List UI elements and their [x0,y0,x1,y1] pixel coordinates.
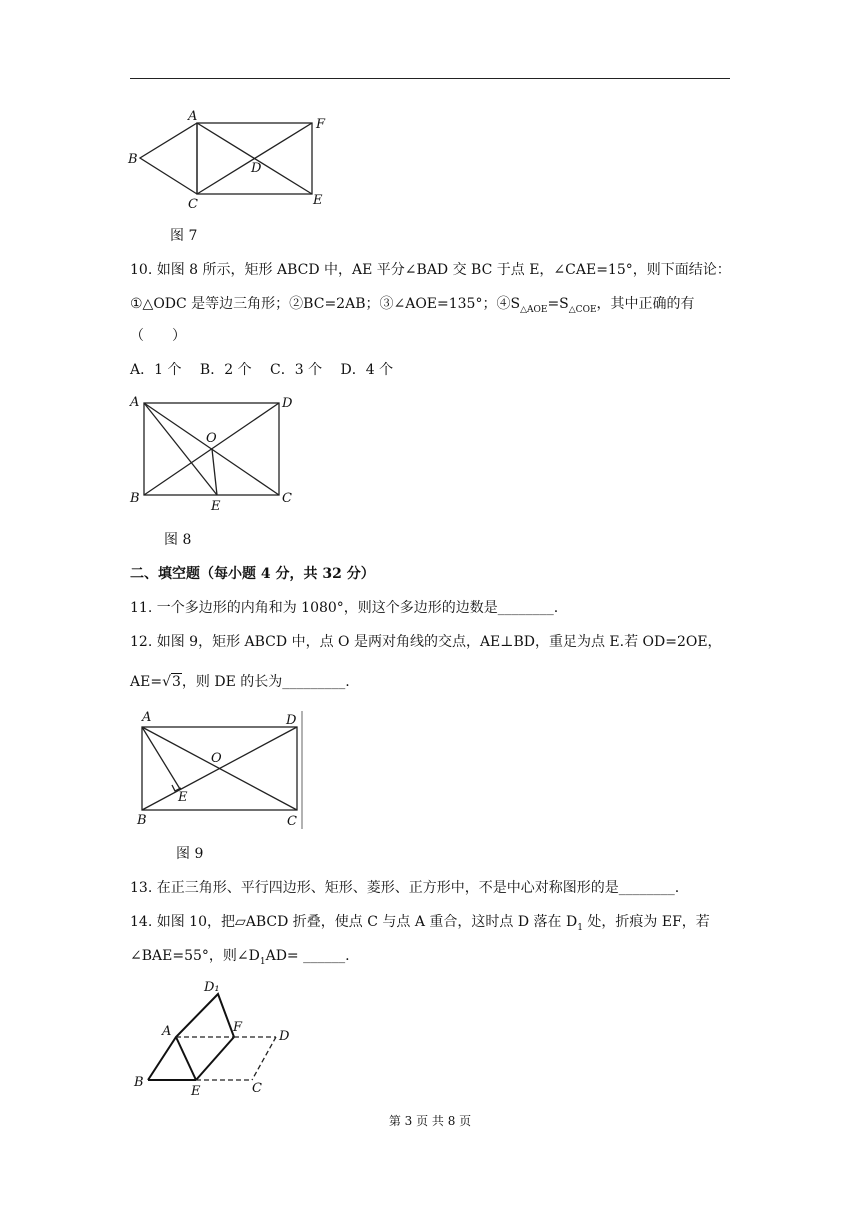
q14-line1-b: 处，折痕为 EF，若 [582,914,710,930]
figure-7 [120,108,350,218]
q14-line2-sub: 1 [259,956,266,967]
q10-line1: 10. 如图 8 所示，矩形 ABCD 中，AE 平分∠BAD 交 BC 于点 E，∠CAE=15°，则下面结论： [130,262,731,278]
section-heading: 二、填空题（每小题 4 分，共 32 分） [130,566,375,582]
fig10-label-a: A [162,1024,172,1039]
fig8-label-a: A [130,395,140,410]
q10-sub2: △COE [568,304,597,315]
q14-line1-sub: 1 [577,922,583,933]
fig9-label-b: B [137,813,147,828]
fig8-label-c: C [282,491,292,506]
fig9-label-e: E [178,790,188,805]
fig7-label-a: A [188,109,198,124]
q10-line2-a: ①△ODC 是等边三角形；②BC=2AB；③∠AOE=135°；④S [130,296,521,312]
q12-line2-b: ，则 DE 的长为_________. [181,674,350,690]
q10-line2 [130,294,695,320]
fig10-label-e: E [191,1084,201,1098]
q14-line1-a: 14. 如图 10，把▱ABCD 折叠，使点 C 与点 A 重合，这时点 D 落在 D [130,914,578,930]
fig9-label-a: A [142,710,152,725]
fig9-label-c: C [287,814,297,829]
fig10-label-f: F [233,1020,243,1035]
fig8-label-e: E [211,499,221,514]
sqrt-radicand: 3 [171,674,181,690]
page-footer: 第 3 页 共 8 页 [388,1114,472,1128]
q10-line2-b: ，其中正确的有 [596,296,695,312]
figure-9 [130,705,315,830]
sqrt-symbol: √ [162,674,171,690]
fig9-caption: 图 9 [176,846,204,862]
fig9-label-o: O [211,751,222,766]
fig8-caption: 图 8 [164,532,192,548]
header-rule [130,78,730,79]
q10-sub1: △AOE [520,304,548,315]
q14-line2-b: AD= ______. [265,948,350,964]
fig7-label-d: D [251,161,262,176]
fig8-label-d: D [282,396,293,411]
fig10-label-c: C [252,1081,262,1096]
sqrt-three [162,672,182,692]
fig8-label-b: B [130,491,140,506]
q14-line2 [130,946,350,972]
q12-line1: 12. 如图 9，矩形 ABCD 中，点 O 是两对角线的交点，AE⊥BD，重足为点 E.若 OD=2OE， [130,634,722,650]
fig7-label-c: C [188,197,198,212]
figure-8 [124,390,304,515]
fig7-caption: 图 7 [170,228,198,244]
q12-line2 [130,672,350,692]
fig10-label-b: B [134,1075,144,1090]
figure-10 [128,978,298,1098]
q11: 11. 一个多边形的内角和为 1080°，则这个多边形的边数是________. [130,600,559,616]
fig10-label-d1: D₁ [204,980,220,995]
q10-line2-eq: =S [547,296,569,312]
fig7-label-f: F [316,117,326,132]
fig8-label-o: O [206,431,217,446]
fig7-label-e: E [313,193,323,208]
q14-line1 [130,912,710,938]
q13: 13. 在正三角形、平行四边形、矩形、菱形、正方形中，不是中心对称图形的是________. [130,880,680,896]
q10-options: A．1 个 B．2 个 C．3 个 D．4 个 [130,362,394,378]
q14-line2-a: ∠BAE=55°，则∠D [130,948,260,964]
fig7-label-b: B [128,152,138,167]
q10-line3: （ ） [130,328,186,344]
q12-line2-a: AE= [130,674,163,690]
fig10-label-d: D [279,1029,290,1044]
fig9-label-d: D [286,713,297,728]
